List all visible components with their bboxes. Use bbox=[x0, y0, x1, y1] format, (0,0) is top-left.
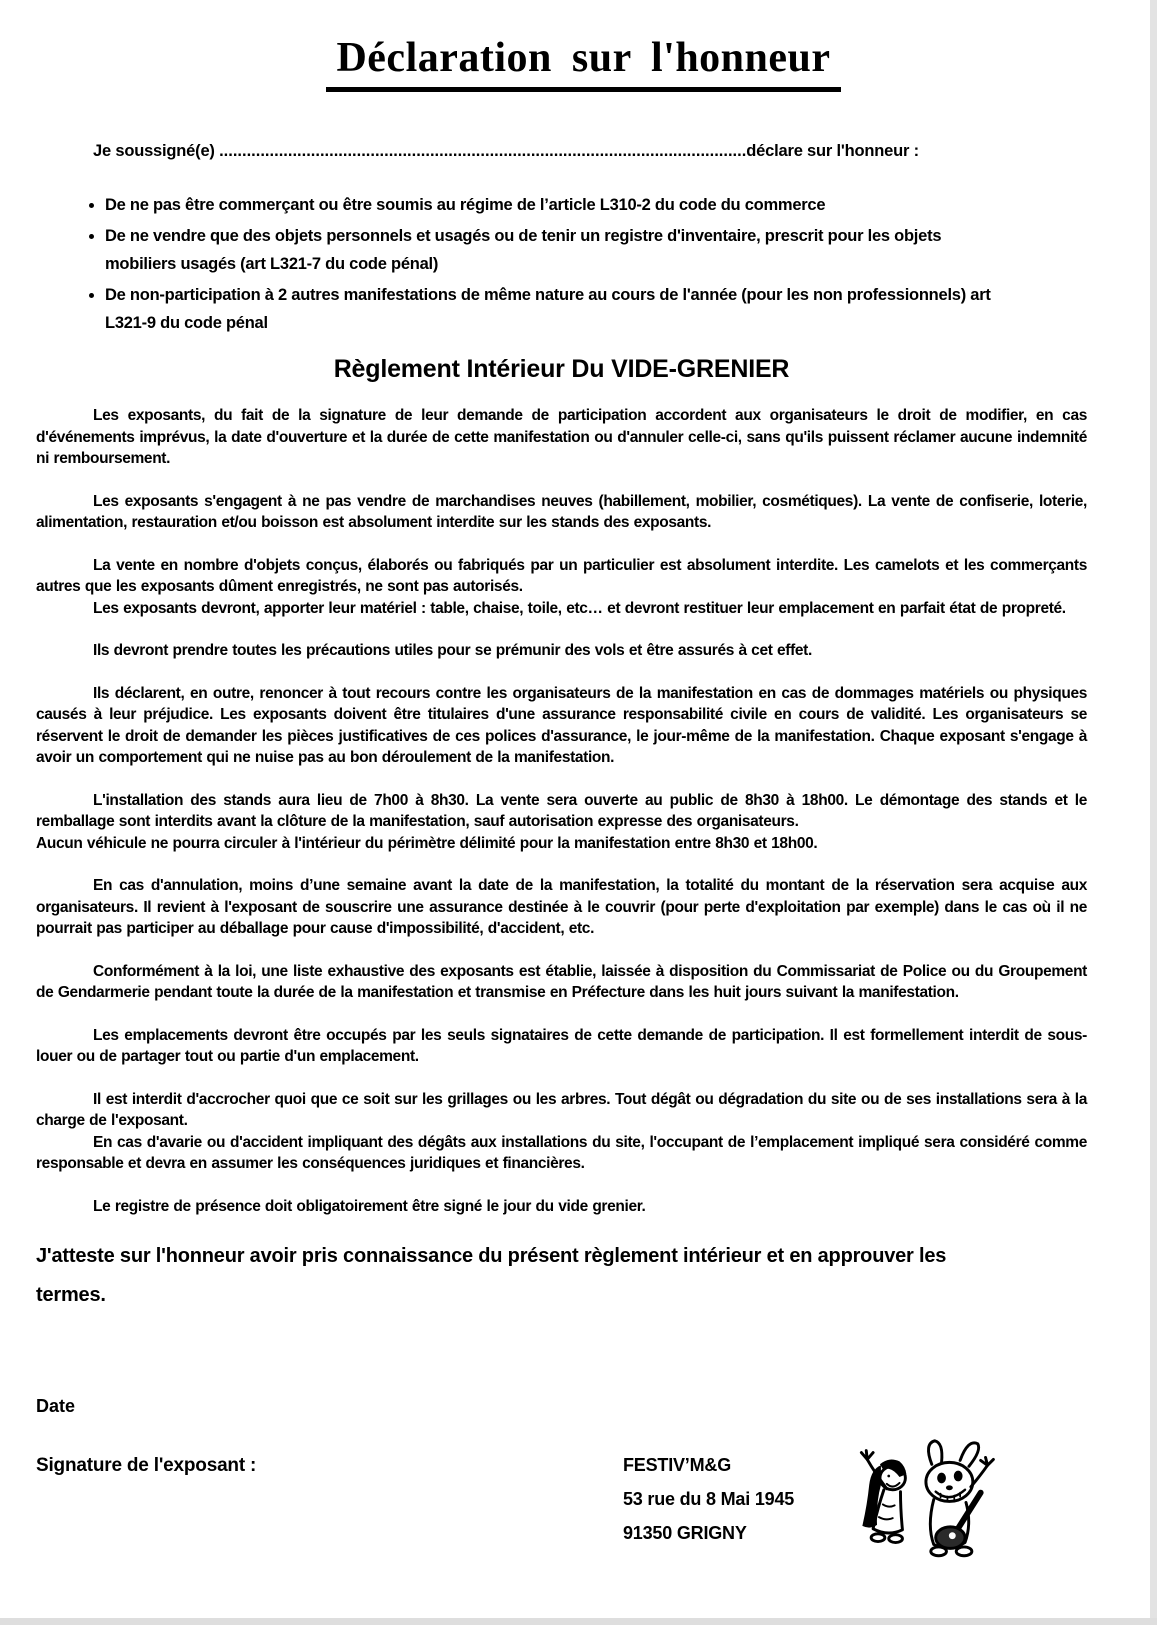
date-label: Date bbox=[36, 1396, 76, 1416]
organizer-name: FESTIV’M&G bbox=[623, 1455, 732, 1475]
signature-label: Signature de l'exposant : bbox=[36, 1455, 257, 1476]
document-content bbox=[0, 34, 1150, 1315]
reglement-paragraph: Ils déclarent, en outre, renoncer à tout recours contre les organisateurs de la manifestation en cas de dommages matériels ou physiques causés à leur préjudice. Les exposants doivent être titulaires d'une assurance responsabilité civile en cours de validité. Les organisateurs se réservent le droit de demander les pièces justificatives de ces polices d'assurance, le jour-même de la manifestation. Chaque exposant s'engage à avoir un comportement qui ne nuise pas au bon déroulement de la manifestation. bbox=[36, 684, 1087, 766]
reglement-paragraph: Les exposants devront, apporter leur matériel : table, chaise, toile, etc… et devront restituer leur emplacement en parfait état de propreté. bbox=[93, 599, 1066, 617]
page-title: Déclaration sur l'honneur bbox=[326, 34, 840, 92]
reglement-paragraph: Il est interdit d'accrocher quoi que ce soit sur les grillages ou les arbres. Tout dégât ou dégradation du site ou de ses installations sera à la charge de l'exposant. bbox=[36, 1090, 1087, 1129]
reglement-paragraph: Les exposants, du fait de la signature de leur demande de participation accordent aux organisateurs le droit de modifier, en cas d'événements imprévus, la date d'ouverture et la durée de cette manifestation ou d'annuler celle-ci, sans qu'ils puissent réclamer aucune indemnité ni remboursement. bbox=[36, 407, 1087, 467]
reglement-paragraph: L'installation des stands aura lieu de 7h00 à 8h30. La vente sera ouverte au public de 8h30 à 18h00. Le démontage des stands et le remballage sont interdits avant la clôture de la manifestation, sauf autorisation expresse des organisateurs. bbox=[36, 791, 1087, 830]
declarant-prefix: Je soussigné(e) bbox=[93, 142, 220, 160]
title-row bbox=[58, 34, 1109, 92]
organizer-address-line1: 53 rue du 8 Mai 1945 bbox=[623, 1489, 795, 1509]
attestation-text: J'atteste sur l'honneur avoir pris connaissance du présent règlement intérieur et en approuver les termes. bbox=[36, 1245, 947, 1306]
bullet-item-commercant: • De ne pas être commerçant ou être soumis au régime de l’article L310-2 du code du commerce bbox=[105, 191, 1015, 219]
reglement-paragraph: En cas d'annulation, moins d’une semaine avant la date de la manifestation, la totalité du montant de la réservation sera acquise aux organisateurs. Il revient à l'exposant de souscrire une assurance destinée à le couvrir (pour perte d'exploitation par exemple) dans le cas où il ne pourrait pas participer au déballage pour cause d'impossibilité, d'accident, etc. bbox=[36, 877, 1087, 937]
reglement-paragraph: Le registre de présence doit obligatoirement être signé le jour du vide grenier. bbox=[93, 1197, 646, 1215]
signature-dotted-line: ................................................................................................................... bbox=[219, 142, 747, 160]
viewer-edge-right bbox=[1150, 0, 1157, 1625]
bullet-item-non-participation: • De non-participation à 2 autres manifestations de même nature au cours de l'année (pour les non professionnels) art L321-9 du code pénal bbox=[105, 281, 1015, 337]
viewer-edge-bottom bbox=[0, 1618, 1157, 1625]
reglement-paragraph: Aucun véhicule ne pourra circuler à l'intérieur du périmètre délimité pour la manifestation entre 8h30 et 18h00. bbox=[36, 834, 818, 852]
reglement-paragraph: Conformément à la loi, une liste exhaustive des exposants est établie, laissée à disposition du Commissariat de Police ou du Groupement de Gendarmerie pendant toute la durée de la manifestation et transmise en Préfecture dans les huit jours suivant la manifestation. bbox=[36, 962, 1087, 1001]
reglement-paragraph: Ils devront prendre toutes les précautions utiles pour se prémunir des vols et être assurés à cet effet. bbox=[93, 642, 812, 659]
declarant-line bbox=[93, 142, 1087, 161]
section-heading: Règlement Intérieur Du VIDE-GRENIER bbox=[333, 355, 790, 383]
reglement-paragraph: Les emplacements devront être occupés par les seuls signataires de cette demande de participation. Il est formellement interdit de sous-louer ou de partager tout ou partie d'un emplacement. bbox=[36, 1026, 1087, 1065]
declaration-bullet-list bbox=[36, 191, 1087, 337]
lilo-stitch-logo-icon bbox=[843, 1434, 1001, 1566]
organizer-block bbox=[623, 1455, 794, 1557]
organizer-address-line2: 91350 GRIGNY bbox=[623, 1523, 747, 1543]
reglement-paragraph: En cas d'avarie ou d'accident impliquant des dégâts aux installations du site, l'occupant de l’emplacement impliqué sera considéré comme responsable et devra en assumer les conséquences juridiques et financières. bbox=[36, 1133, 1087, 1172]
reglement-paragraph: La vente en nombre d'objets conçus, élaborés ou fabriqués par un particulier est absolument interdite. Les camelots et les commerçants autres que les exposants dûment enregistrés, ne sont pas autorisés. bbox=[36, 556, 1087, 595]
reglement-paragraph: Les exposants s'engagent à ne pas vendre de marchandises neuves (habillement, mobilier, cosmétiques). La vente de confiserie, loterie, alimentation, restauration et/ou boisson est absolument interdite sur les stands des exposants. bbox=[36, 492, 1087, 531]
declarant-suffix: déclare sur l'honneur : bbox=[746, 142, 919, 160]
bullet-item-objets-personnels: • De ne vendre que des objets personnels et usagés ou de tenir un registre d'inventaire, prescrit pour les objets mobiliers usagés (art L321-7 du code pénal) bbox=[105, 222, 1015, 278]
